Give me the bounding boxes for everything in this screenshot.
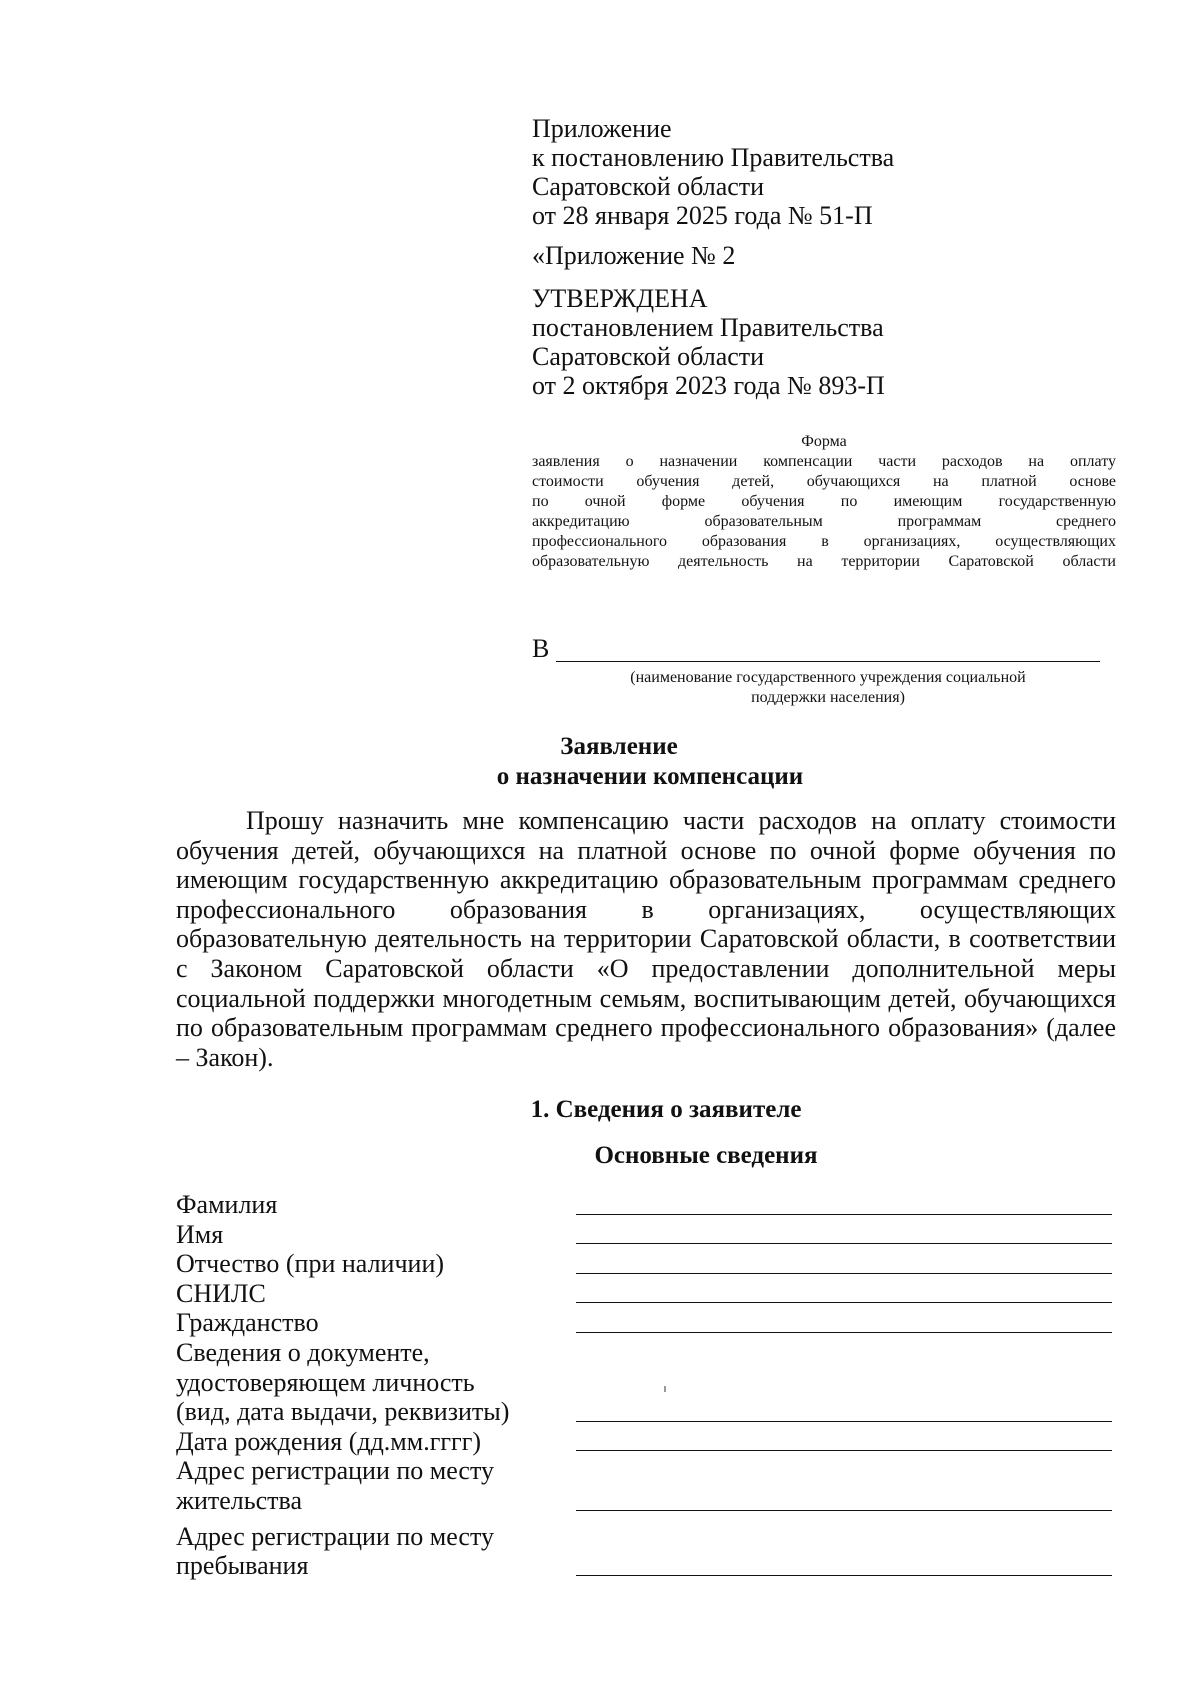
birth-date-input-line[interactable]: [576, 1450, 1112, 1451]
approved-line: постановлением Правительства: [532, 313, 884, 342]
field-residence-address: [176, 1456, 1116, 1515]
field-label: Отчество (при наличии): [176, 1249, 445, 1279]
field-label: Дата рождения (дд.мм.гггг): [176, 1426, 482, 1456]
field-label: жительства: [176, 1485, 302, 1515]
field-label: Адрес регистрации по месту: [176, 1521, 494, 1551]
field-label: Имя: [176, 1219, 224, 1249]
field-patronymic: [176, 1249, 1116, 1279]
field-id-document: [176, 1338, 1116, 1427]
field-snils: [176, 1279, 1116, 1309]
field-label: пребывания: [176, 1551, 309, 1581]
citizenship-input-line[interactable]: [576, 1332, 1112, 1333]
appendix-number: «Приложение № 2: [532, 241, 736, 270]
field-name: [176, 1220, 1116, 1250]
approved-line: Саратовской области: [532, 342, 765, 371]
form-caption-line: заявления о назначении компенсации части расходов на оплату: [532, 453, 1116, 470]
header-line: Приложение: [532, 114, 672, 143]
recipient-hint-line: (наименование государственного учреждения социальной: [630, 669, 1026, 686]
body-paragraph-text: Прошу назначить мне компенсацию части расходов на оплату стоимости обучения детей, обучающихся на платной основе по очной форме обучения по имеющим государственную аккредитацию образовательным программам среднего профессионального образования в организациях, осуществляющих образовательную деятельность на территории Саратовской области, в соответствии с Законом Саратовской области «О предоставлении дополнительной меры социальной поддержки многодетным семьям, воспитывающим детей, обучающихся по образовательным программам среднего профессионального образования» (далее – Закон).: [176, 806, 1116, 1072]
form-caption-line: стоимости обучения детей, обучающихся на платной основе: [532, 473, 1116, 490]
patronymic-input-line[interactable]: [576, 1273, 1112, 1274]
header-line: к постановлению Правительства: [532, 143, 895, 172]
field-stay-address: [176, 1522, 1116, 1581]
body-paragraph: [176, 806, 1116, 1072]
document-title: [440, 732, 860, 792]
form-caption-line: профессионального образования в организациях, осуществляющих: [532, 533, 1116, 550]
recipient-prefix: В: [532, 634, 550, 663]
form-caption-title: Форма: [801, 433, 847, 450]
header-line: Саратовской области: [532, 172, 765, 201]
id-document-input-line[interactable]: [576, 1421, 1112, 1422]
surname-input-line[interactable]: [576, 1214, 1112, 1215]
field-label: Адрес регистрации по месту: [176, 1456, 494, 1486]
document-title-line: Заявление: [560, 733, 678, 760]
field-surname: [176, 1190, 1116, 1220]
snils-input-line[interactable]: [576, 1302, 1112, 1303]
recipient-hint-line: поддержки населения): [751, 689, 905, 706]
field-label: Фамилия: [176, 1190, 278, 1219]
recipient-hint: [556, 668, 1100, 708]
form-caption-line: аккредитацию образовательным программам среднего: [532, 513, 1116, 530]
residence-address-input-line[interactable]: [576, 1510, 1112, 1511]
name-input-line[interactable]: [576, 1243, 1112, 1244]
document-title-line: о назначении компенсации: [496, 763, 804, 790]
section-heading: 1. Сведения о заявителе: [530, 1096, 802, 1123]
field-birth-date: [176, 1427, 1116, 1457]
field-label: Сведения о документе,: [176, 1337, 430, 1367]
form-caption-line: по очной форме обучения по имеющим государственную: [532, 493, 1116, 510]
header-line: от 28 января 2025 года № 51-П: [532, 201, 873, 230]
approved-title: УТВЕРЖДЕНА: [532, 284, 708, 313]
applicant-fields: [176, 1190, 1116, 1581]
field-label: удостоверяющем личность: [176, 1367, 475, 1397]
field-label: (вид, дата выдачи, реквизиты): [176, 1397, 510, 1427]
stay-address-input-line[interactable]: [576, 1575, 1112, 1576]
recipient-input-line[interactable]: [556, 661, 1100, 662]
scan-speck: [664, 1386, 666, 1392]
field-label: Гражданство: [176, 1308, 319, 1338]
appendix-header: [532, 114, 894, 400]
field-label: СНИЛС: [176, 1278, 266, 1308]
form-caption-line: образовательную деятельность на территории Саратовской области: [532, 553, 1116, 570]
approved-line: от 2 октября 2023 года № 893-П: [532, 371, 885, 400]
form-caption: [532, 432, 1116, 572]
field-citizenship: [176, 1308, 1116, 1338]
subsection-heading: Основные сведения: [594, 1142, 818, 1169]
